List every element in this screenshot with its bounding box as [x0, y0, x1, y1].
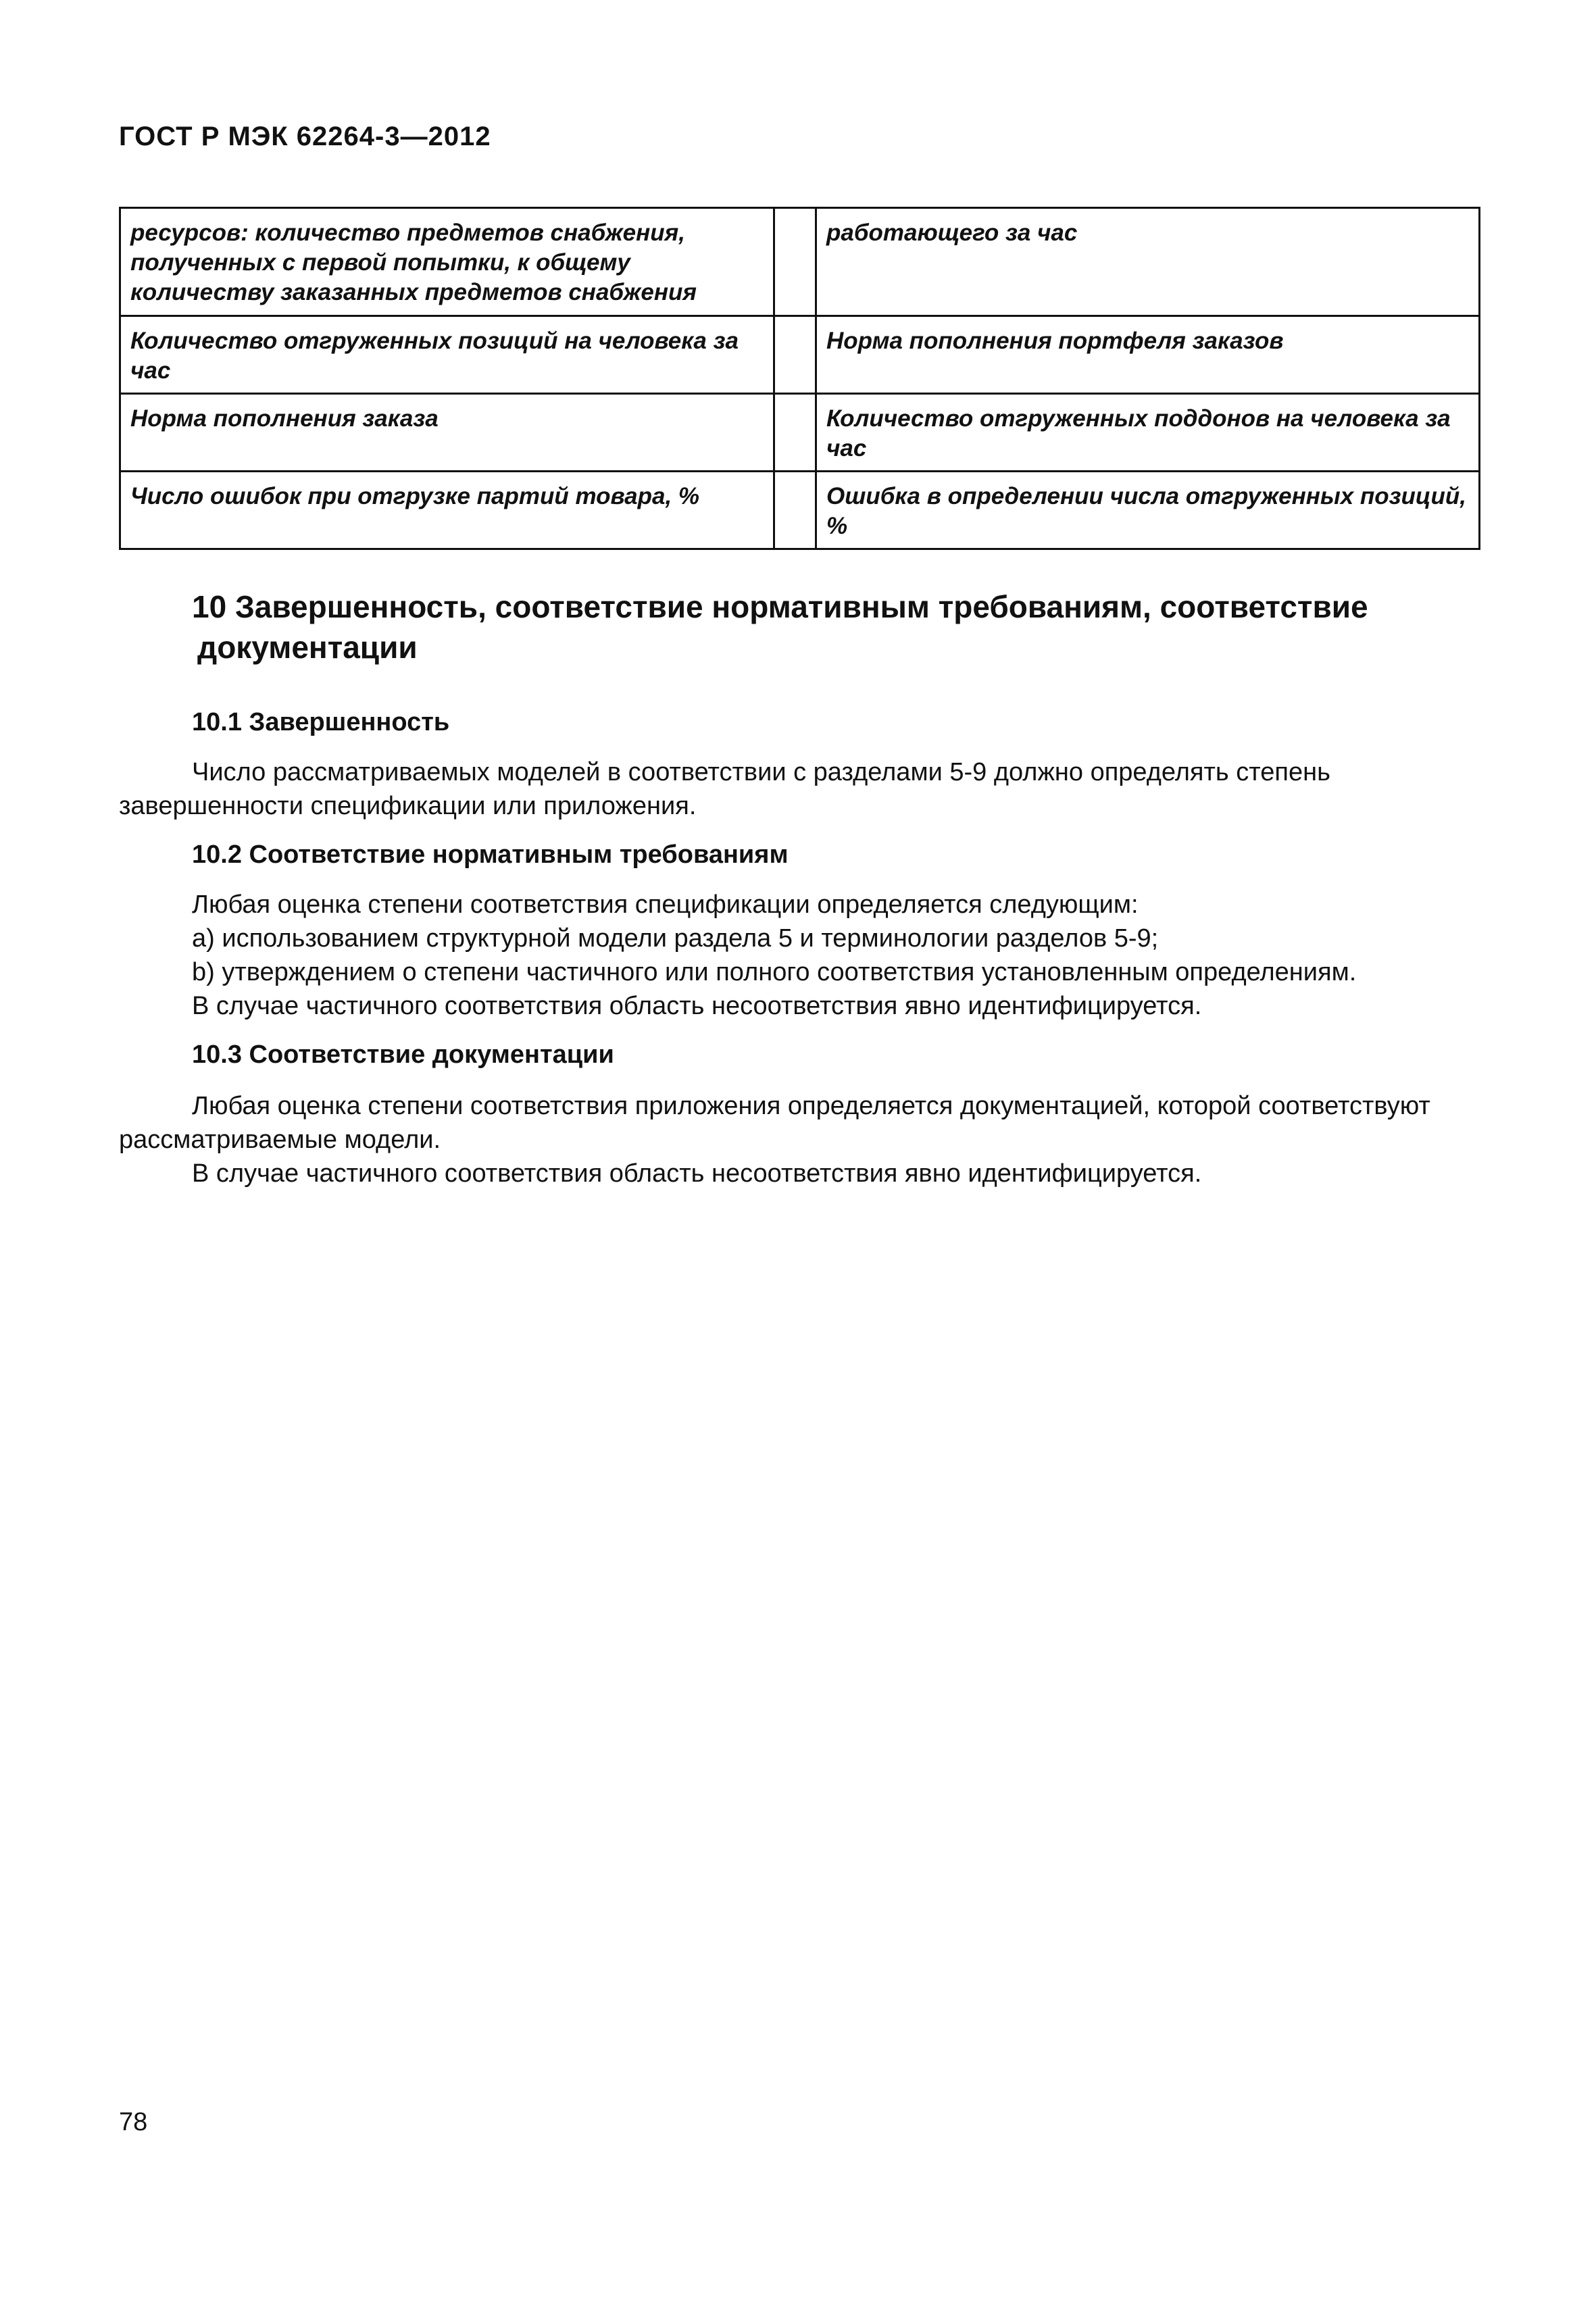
table-cell-right: Количество отгруженных поддонов на человека за час: [816, 394, 1480, 472]
table-row: [120, 472, 1480, 549]
table-row: [120, 208, 1480, 316]
paragraph-10-1: [119, 755, 1477, 823]
table-cell-right: Норма пополнения портфеля заказов: [816, 316, 1480, 394]
table-cell-right: Ошибка в определении числа отгруженных позиций, %: [816, 472, 1480, 549]
table-cell-left: Число ошибок при отгрузке партий товара, %: [120, 472, 774, 549]
paragraph-10-3: [119, 1089, 1477, 1190]
table-cell-spacer: [774, 394, 816, 472]
section-title-line1: 10 Завершенность, соответствие нормативным требованиям, соответствие: [192, 589, 1368, 624]
table-cell-left: ресурсов: количество предметов снабжения, полученных с первой попытки, к общему количеству заказанных предметов снабжения: [120, 208, 774, 316]
table-cell-spacer: [774, 316, 816, 394]
paragraph-line: b) утверждением о степени частичного или полного соответствия установленным определениям.: [192, 958, 1357, 986]
document-code-header: ГОСТ Р МЭК 62264-3—2012: [119, 122, 491, 151]
subsection-title-10-2: 10.2 Соответствие нормативным требованиям: [192, 840, 789, 869]
section-title: [192, 586, 1489, 668]
table-cell-spacer: [774, 208, 816, 316]
table-cell-left: Количество отгруженных позиций на человека за час: [120, 316, 774, 394]
table-cell-spacer: [774, 472, 816, 549]
paragraph-text: Число рассматриваемых моделей в соответствии с разделами 5-9 должно определять степень завершенности спецификации или приложения.: [119, 758, 1330, 820]
table-row: [120, 394, 1480, 472]
table-cell-left: Норма пополнения заказа: [120, 394, 774, 472]
paragraph-line: В случае частичного соответствия область несоответствия явно идентифицируется.: [192, 992, 1202, 1020]
paragraph-line: В случае частичного соответствия область несоответствия явно идентифицируется.: [192, 1159, 1202, 1188]
section-title-line2: документации: [197, 630, 418, 665]
paragraph-10-2: [119, 888, 1477, 1023]
subsection-title-10-3: 10.3 Соответствие документации: [192, 1040, 614, 1069]
subsection-title-10-1: 10.1 Завершенность: [192, 708, 450, 736]
paragraph-line: a) использованием структурной модели раздела 5 и терминологии разделов 5-9;: [192, 924, 1159, 953]
table-row: [120, 316, 1480, 394]
table-cell-right: работающего за час: [816, 208, 1480, 316]
paragraph-line: Любая оценка степени соответствия спецификации определяется следующим:: [192, 890, 1139, 919]
continued-table: [119, 207, 1480, 550]
page-number: 78: [119, 2108, 148, 2136]
paragraph-text: Любая оценка степени соответствия приложения определяется документацией, которой соответствуют рассматриваемые модели.: [119, 1092, 1430, 1154]
